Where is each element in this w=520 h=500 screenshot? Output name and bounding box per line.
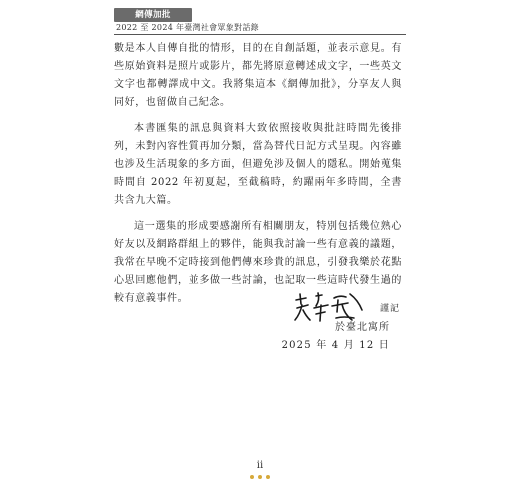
preface-paragraph-1: 數是本人自傳自批的情形，目的在自創話題，並表示意見。有些原始資料是照片或影片，都先將原意轉述成文字，一些英文文字也都轉譯成中文。我將集這本《網傳加批》，分享友人與同好，也留做自己紀念。 — [114, 43, 402, 108]
signature-date: 2025 年 4 月 12 日 — [281, 340, 390, 351]
preface-paragraph-2: 本書匯集的訊息與資料大致依照接收與批註時間先後排列，未對內容性質再加分類，當為替代日記方式呈現。內容雖也涉及生活現象的多方面，但避免涉及個人的隱私。開始蒐集時間自 2022 年初夏起，至截稿時，約躍兩年多時間，全書共含九大篇。 — [114, 123, 402, 206]
page-number: ii — [256, 460, 264, 471]
signature-place: 於臺北寓所 — [335, 322, 390, 333]
signature-note: 謹記 — [379, 304, 400, 314]
running-header-title: 網傳加批 — [114, 8, 192, 22]
running-header-subtitle: 2022 至 2024 年臺灣社會眾象對話錄 — [116, 23, 259, 32]
preface-paragraph-3: 這一選集的形成要感謝所有相關朋友，特別包括幾位熟心好友以及網路群組上的夥伴，能與我討論一些有意義的議題，我常在早晚不定時接到他們傳來珍貴的訊息，引發我樂於花點心思回應他們，並多做一些討論，也記取一些這時代發生過的較有意義事件。 — [114, 221, 402, 304]
page-ornament-icon — [247, 474, 273, 480]
header-divider — [114, 34, 406, 35]
preface-body — [114, 40, 402, 316]
